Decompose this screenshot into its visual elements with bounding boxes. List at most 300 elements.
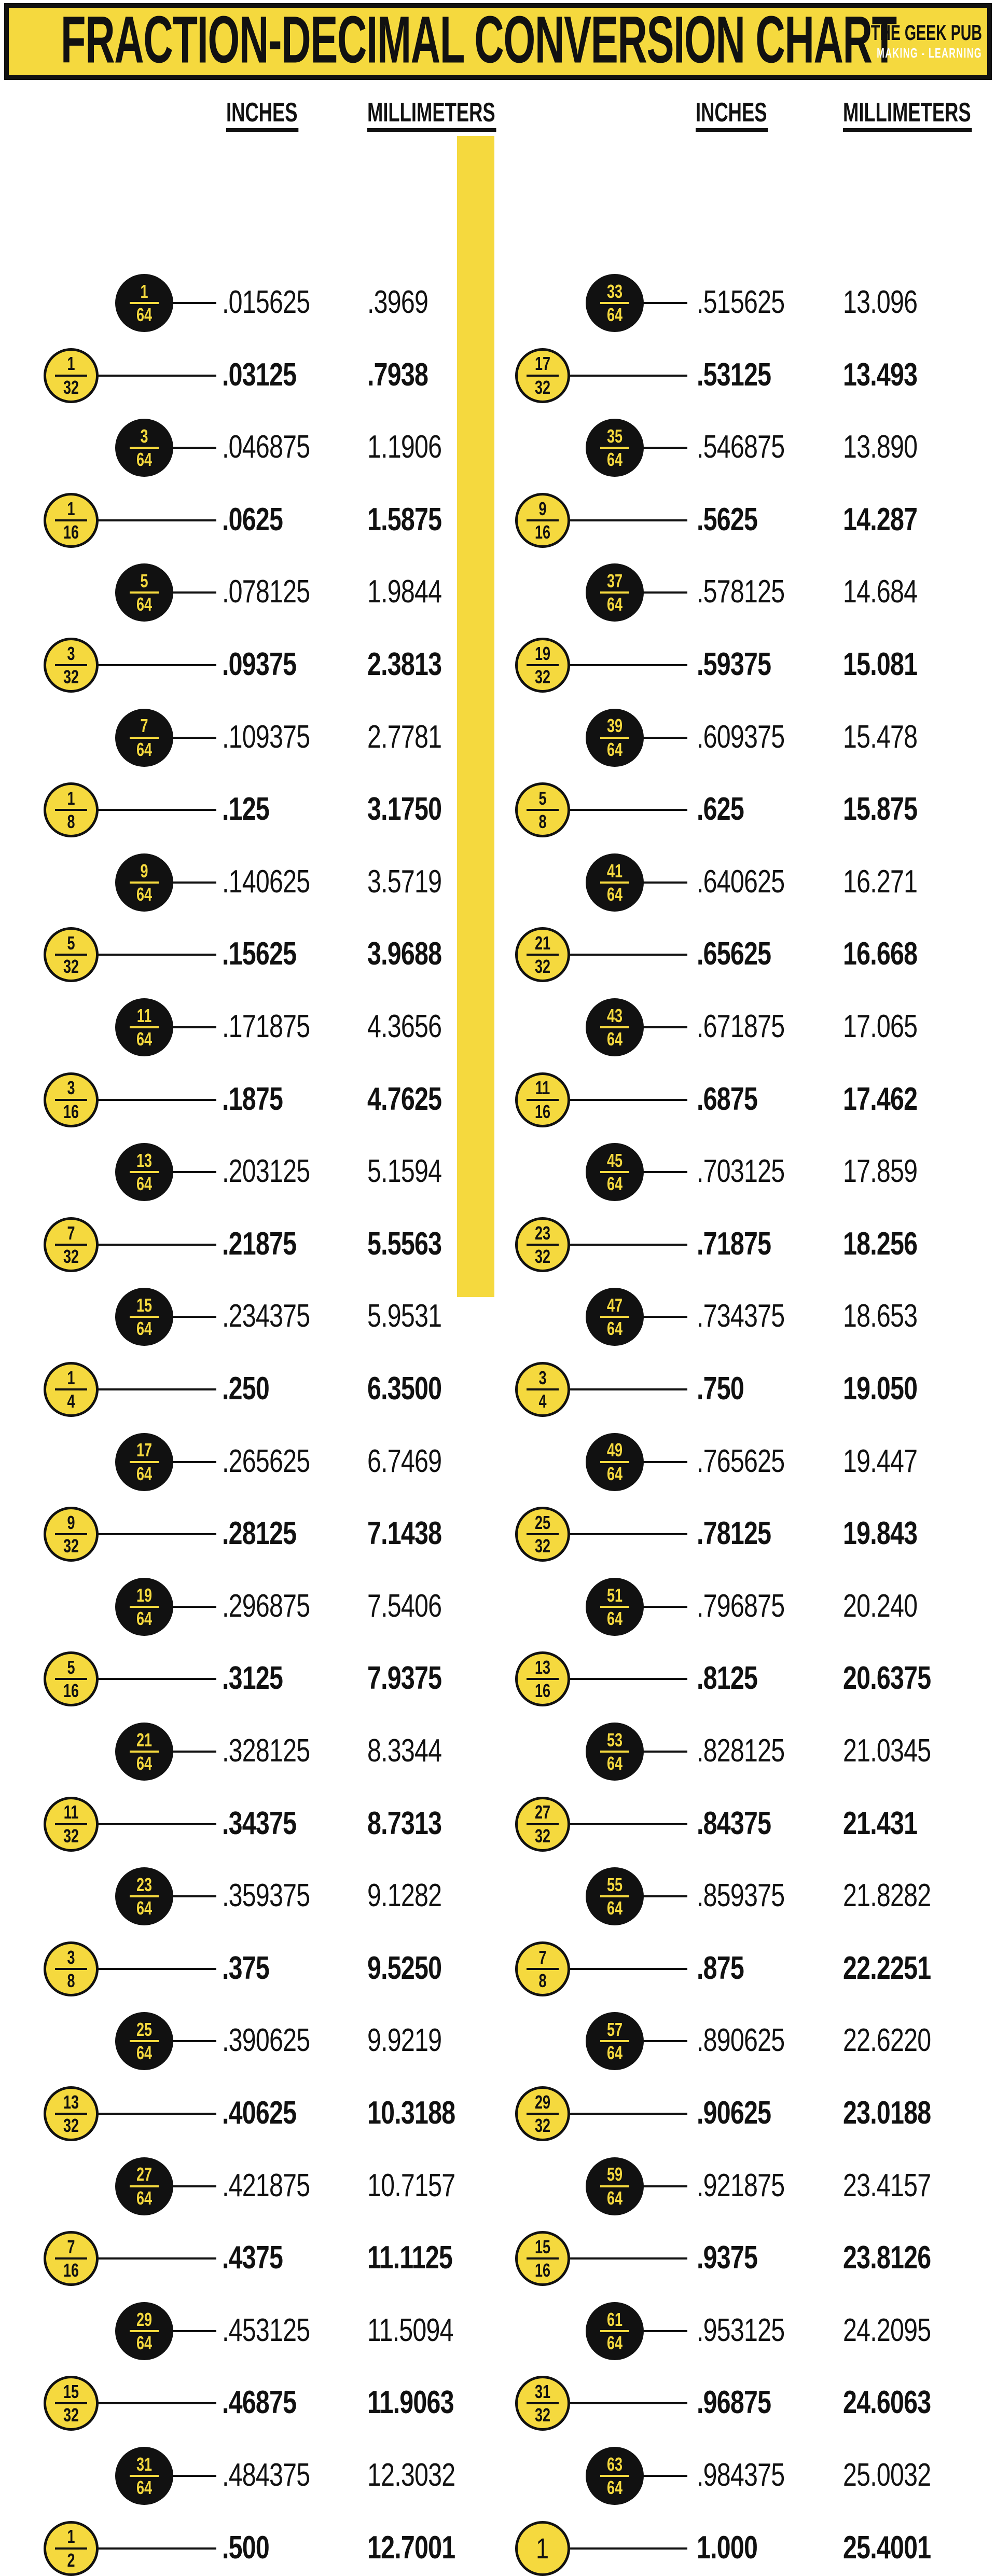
fraction-numerator: 15 — [136, 1294, 153, 1316]
mm-value: 15.081 — [843, 646, 918, 682]
mm-value: 8.3344 — [367, 1732, 442, 1769]
mm-value: 3.5719 — [367, 863, 442, 900]
fraction-bar — [600, 1895, 629, 1897]
fraction-circle — [44, 1941, 99, 1996]
fraction-bar — [527, 2402, 559, 2404]
inches-value: .09375 — [222, 646, 297, 682]
fraction-numerator: 7 — [67, 2236, 75, 2258]
fraction-denominator: 32 — [63, 666, 79, 687]
inches-value: .15625 — [222, 936, 297, 972]
fraction-circle — [586, 1723, 644, 1781]
fraction-numerator: 59 — [606, 2164, 623, 2185]
fraction-denominator: 32 — [63, 376, 79, 398]
inches-value: .500 — [222, 2529, 270, 2566]
fraction-numerator: 3 — [140, 425, 148, 447]
mm-value: 11.1125 — [367, 2239, 453, 2276]
fraction-circle — [115, 853, 173, 912]
fraction-denominator: 32 — [63, 1535, 79, 1557]
fraction-denominator: 4 — [67, 1390, 75, 1412]
mm-value: 12.3032 — [367, 2457, 455, 2493]
fraction-denominator: 64 — [606, 1753, 623, 1774]
fraction-bar — [527, 1388, 559, 1390]
fraction-circle — [115, 709, 173, 767]
fraction-circle — [586, 853, 644, 912]
fraction-bar — [55, 2113, 87, 2115]
fraction-circle — [586, 419, 644, 477]
fraction-denominator: 64 — [606, 1607, 623, 1629]
fraction-denominator: 64 — [606, 1028, 623, 1050]
fraction-numerator: 25 — [136, 2019, 153, 2041]
inches-value: .250 — [222, 1370, 270, 1407]
fraction-denominator: 64 — [136, 1607, 153, 1629]
inches-value: .578125 — [697, 574, 785, 610]
fraction-numerator: 15 — [63, 2381, 79, 2403]
mm-value: 10.7157 — [367, 2167, 455, 2203]
mm-value: 21.0345 — [843, 1732, 931, 1769]
mm-value: 21.431 — [843, 1805, 918, 1841]
fraction-circle — [515, 348, 570, 403]
fraction-numerator: 11 — [535, 1077, 550, 1099]
mm-value: 1.9844 — [367, 574, 442, 610]
fraction-numerator: 51 — [606, 1584, 623, 1606]
fraction-circle — [515, 2231, 570, 2286]
mm-value: 15.875 — [843, 791, 918, 827]
mm-value: 3.1750 — [367, 791, 442, 827]
inches-value: .8125 — [697, 1660, 758, 1697]
inches-value: .65625 — [697, 936, 771, 972]
fraction-numerator: 49 — [606, 1439, 623, 1461]
inches-value: .5625 — [697, 501, 758, 538]
fraction-circle — [115, 1143, 173, 1201]
fraction-circle — [586, 1578, 644, 1636]
fraction-denominator: 64 — [606, 2332, 623, 2353]
fraction-numerator: 23 — [136, 1874, 153, 1896]
fraction-circle — [515, 1072, 570, 1127]
fraction-circle — [115, 998, 173, 1056]
mm-value: 23.4157 — [843, 2167, 931, 2203]
fraction-denominator: 16 — [534, 1100, 551, 1122]
fraction-numerator: 11 — [136, 1004, 152, 1026]
fraction-denominator: 16 — [63, 1680, 79, 1702]
fraction-numerator: 25 — [534, 1512, 551, 1534]
mm-value: 17.859 — [843, 1153, 918, 1189]
fraction-denominator: 16 — [63, 2260, 79, 2281]
mm-value: 14.684 — [843, 574, 918, 610]
mm-value: .3969 — [367, 284, 428, 320]
inches-value: .171875 — [222, 1008, 310, 1044]
fraction-numerator: 9 — [538, 498, 547, 519]
mm-value: 7.1438 — [367, 1515, 442, 1551]
inches-value: .015625 — [222, 284, 310, 320]
fraction-numerator: 55 — [606, 1874, 623, 1896]
inches-value: .421875 — [222, 2167, 310, 2203]
fraction-denominator: 8 — [67, 811, 75, 833]
mm-value: 17.065 — [843, 1008, 918, 1044]
fraction-bar — [130, 1751, 159, 1753]
column-header-millimeters-right: MILLIMETERS — [843, 99, 972, 132]
fraction-bar — [55, 2547, 87, 2550]
mm-value: 17.462 — [843, 1081, 918, 1117]
fraction-bar — [600, 2185, 629, 2187]
fraction-numerator: 1 — [67, 498, 75, 519]
column-header-inches-right: INCHES — [696, 99, 768, 132]
inches-value: .125 — [222, 791, 270, 827]
fraction-numerator: 17 — [136, 1439, 153, 1461]
inches-value: .0625 — [222, 501, 283, 538]
fraction-bar — [600, 2475, 629, 2477]
inches-value: .765625 — [697, 1443, 785, 1479]
fraction-denominator: 64 — [136, 1463, 153, 1484]
fraction-denominator: 64 — [606, 304, 623, 325]
inches-value: .78125 — [697, 1515, 771, 1551]
fraction-denominator: 8 — [538, 811, 547, 833]
fraction-numerator: 37 — [606, 570, 623, 592]
mm-value: 1.1906 — [367, 429, 442, 465]
inches-value: .453125 — [222, 2312, 310, 2348]
fraction-denominator: 64 — [136, 2477, 153, 2498]
fraction-numerator: 53 — [606, 1729, 623, 1751]
mm-value: 4.3656 — [367, 1008, 442, 1044]
inches-value: .750 — [697, 1370, 744, 1407]
inches-value: .484375 — [222, 2457, 310, 2493]
fraction-denominator: 64 — [606, 1173, 623, 1195]
fraction-bar — [527, 1678, 559, 1680]
fraction-numerator: 3 — [538, 1367, 547, 1388]
fraction-bar — [55, 1388, 87, 1390]
inches-value: .96875 — [697, 2385, 771, 2421]
fraction-circle — [44, 1217, 99, 1272]
fraction-denominator: 64 — [606, 2187, 623, 2209]
mm-value: 25.4001 — [843, 2529, 931, 2566]
fraction-numerator: 5 — [140, 570, 148, 592]
fraction-circle — [115, 274, 173, 332]
inches-value: .28125 — [222, 1515, 297, 1551]
fraction-circle — [586, 709, 644, 767]
page-title: FRACTION-DECIMAL CONVERSION CHART — [61, 3, 896, 77]
mm-value: 7.9375 — [367, 1660, 442, 1697]
fraction-circle — [115, 419, 173, 477]
fraction-circle — [586, 2302, 644, 2360]
fraction-circle — [515, 1651, 570, 1706]
fraction-numerator: 31 — [136, 2453, 153, 2475]
fraction-circle — [515, 1217, 570, 1272]
mm-value: 11.9063 — [367, 2385, 454, 2421]
inches-value: .609375 — [697, 719, 785, 755]
fraction-circle — [586, 1288, 644, 1346]
inches-value: .359375 — [222, 1877, 310, 1913]
inches-value: .046875 — [222, 429, 310, 465]
fraction-circle — [586, 1143, 644, 1201]
fraction-bar — [55, 1823, 87, 1825]
fraction-denominator: 64 — [136, 449, 153, 471]
fraction-circle — [44, 1507, 99, 1562]
inches-value: .3125 — [222, 1660, 283, 1697]
fraction-numerator: 39 — [606, 715, 623, 737]
inches-value: .6875 — [697, 1081, 758, 1117]
mm-value: 9.5250 — [367, 1950, 442, 1986]
fraction-denominator: 32 — [534, 1825, 551, 1847]
fraction-circle — [515, 782, 570, 837]
inches-value: .03125 — [222, 356, 297, 393]
fraction-circle — [515, 1797, 570, 1852]
fraction-bar — [600, 1316, 629, 1318]
fraction-numerator: 29 — [136, 2308, 153, 2330]
fraction-circle — [115, 2012, 173, 2070]
inches-value: .953125 — [697, 2312, 785, 2348]
fraction-circle — [44, 638, 99, 693]
fraction-circle — [515, 2521, 570, 2576]
fraction-bar — [130, 1461, 159, 1463]
fraction-numerator: 35 — [606, 425, 623, 447]
inches-value: .234375 — [222, 1298, 310, 1334]
fraction-bar — [130, 1316, 159, 1318]
mm-value: 22.2251 — [843, 1950, 931, 1986]
fraction-bar — [527, 1533, 559, 1535]
fraction-numerator: 3 — [67, 642, 75, 664]
fraction-circle — [115, 1288, 173, 1346]
inches-value: .703125 — [697, 1153, 785, 1189]
inches-value: .515625 — [697, 284, 785, 320]
inches-value: .40625 — [222, 2095, 297, 2131]
fraction-numerator: 19 — [136, 1584, 153, 1606]
mm-value: 22.6220 — [843, 2022, 931, 2059]
mm-value: 2.7781 — [367, 719, 442, 755]
fraction-bar — [55, 2257, 87, 2260]
inches-value: .890625 — [697, 2022, 785, 2059]
fraction-denominator: 16 — [534, 521, 551, 543]
inches-value: .796875 — [697, 1588, 785, 1624]
inches-value: .84375 — [697, 1805, 771, 1841]
fraction-circle — [515, 2376, 570, 2431]
inches-value: .078125 — [222, 574, 310, 610]
mm-value: 19.050 — [843, 1370, 918, 1407]
fraction-denominator: 32 — [63, 2404, 79, 2426]
mm-value: 15.478 — [843, 719, 918, 755]
fraction-numerator: 29 — [534, 2091, 551, 2113]
fraction-numerator: 5 — [67, 1657, 75, 1678]
fraction-denominator: 16 — [534, 2260, 551, 2281]
mm-value: 11.5094 — [367, 2312, 453, 2348]
inches-value: .734375 — [697, 1298, 785, 1334]
inches-value: .4375 — [222, 2239, 283, 2276]
mm-value: 19.843 — [843, 1515, 918, 1551]
fraction-numerator: 17 — [534, 353, 551, 375]
fraction-circle — [586, 2012, 644, 2070]
fraction-numerator: 7 — [140, 715, 148, 737]
inches-value: .625 — [697, 791, 744, 827]
fraction-numerator: 43 — [606, 1004, 623, 1026]
fraction-denominator: 64 — [136, 2042, 153, 2064]
inches-value: .875 — [697, 1950, 744, 1986]
mm-value: 13.493 — [843, 356, 918, 393]
mm-value: 5.9531 — [367, 1298, 442, 1334]
inches-value: .390625 — [222, 2022, 310, 2059]
inches-value: .21875 — [222, 1225, 297, 1262]
inches-value: .53125 — [697, 356, 771, 393]
mm-value: 18.653 — [843, 1298, 918, 1334]
fraction-circle — [44, 493, 99, 548]
fraction-circle — [44, 782, 99, 837]
mm-value: 20.240 — [843, 1588, 918, 1624]
fraction-denominator: 16 — [63, 521, 79, 543]
mm-value: 3.9688 — [367, 936, 442, 972]
inches-value: .34375 — [222, 1805, 297, 1841]
fraction-bar — [130, 2185, 159, 2187]
fraction-denominator: 32 — [63, 2115, 79, 2136]
mm-value: 2.3813 — [367, 646, 442, 682]
fraction-denominator: 4 — [538, 1390, 547, 1412]
fraction-denominator: 32 — [534, 666, 551, 687]
inches-value: .984375 — [697, 2457, 785, 2493]
fraction-circle — [44, 1651, 99, 1706]
fraction-denominator: 32 — [534, 956, 551, 977]
fraction-numerator: 1 — [67, 1367, 75, 1388]
fraction-circle — [44, 2086, 99, 2141]
inches-value: .328125 — [222, 1732, 310, 1769]
mm-value: 10.3188 — [367, 2095, 455, 2131]
fraction-circle — [44, 927, 99, 982]
fraction-circle — [515, 1362, 570, 1417]
fraction-circle — [115, 1723, 173, 1781]
fraction-numerator: 15 — [534, 2236, 551, 2258]
fraction-whole: 1 — [536, 2531, 549, 2565]
fraction-bar — [527, 2113, 559, 2115]
logo-title: THE GEEK PUB — [870, 20, 982, 45]
fraction-circle — [44, 348, 99, 403]
mm-value: 24.6063 — [843, 2385, 931, 2421]
inches-value: .921875 — [697, 2167, 785, 2203]
mm-value: 23.8126 — [843, 2239, 931, 2276]
fraction-circle — [115, 2302, 173, 2360]
fraction-denominator: 32 — [534, 1245, 551, 1267]
fraction-circle — [115, 2157, 173, 2215]
fraction-bar — [600, 1461, 629, 1463]
fraction-numerator: 33 — [606, 280, 623, 302]
fraction-denominator: 64 — [606, 2477, 623, 2498]
fraction-circle — [44, 1797, 99, 1852]
fraction-circle — [586, 1867, 644, 1925]
fraction-numerator: 41 — [606, 860, 623, 881]
inches-value: .9375 — [697, 2239, 758, 2276]
fraction-circle — [44, 2521, 99, 2576]
fraction-bar — [55, 1968, 87, 1970]
fraction-circle — [586, 2447, 644, 2505]
mm-value: 18.256 — [843, 1225, 918, 1262]
fraction-circle — [515, 493, 570, 548]
fraction-numerator: 57 — [606, 2019, 623, 2041]
fraction-bar — [600, 1751, 629, 1753]
fraction-denominator: 16 — [63, 1100, 79, 1122]
fraction-denominator: 2 — [67, 2549, 75, 2571]
fraction-circle — [515, 927, 570, 982]
mm-value: 4.7625 — [367, 1081, 442, 1117]
fraction-numerator: 31 — [534, 2381, 551, 2403]
fraction-bar — [130, 1895, 159, 1897]
fraction-circle — [44, 1072, 99, 1127]
fraction-denominator: 64 — [136, 1173, 153, 1195]
fraction-bar — [55, 2402, 87, 2404]
mm-value: 9.9219 — [367, 2022, 442, 2059]
mm-value: 7.5406 — [367, 1588, 442, 1624]
inches-value: .671875 — [697, 1008, 785, 1044]
mm-value: 20.6375 — [843, 1660, 931, 1697]
inches-value: .296875 — [222, 1588, 310, 1624]
mm-value: 5.5563 — [367, 1225, 442, 1262]
fraction-denominator: 64 — [606, 1897, 623, 1919]
fraction-numerator: 3 — [67, 1946, 75, 1968]
column-header-inches-left: INCHES — [226, 99, 299, 132]
inches-value: 1.000 — [697, 2529, 758, 2566]
fraction-circle — [44, 2231, 99, 2286]
fraction-numerator: 45 — [606, 1150, 623, 1172]
fraction-denominator: 64 — [606, 883, 623, 905]
fraction-denominator: 64 — [606, 2042, 623, 2064]
fraction-bar — [527, 1968, 559, 1970]
mm-value: 1.5875 — [367, 501, 442, 538]
mm-value: 16.668 — [843, 936, 918, 972]
fraction-numerator: 1 — [67, 788, 75, 809]
fraction-numerator: 9 — [140, 860, 148, 881]
mm-value: 6.3500 — [367, 1370, 442, 1407]
fraction-bar — [600, 2040, 629, 2042]
fraction-numerator: 27 — [534, 1801, 551, 1823]
fraction-denominator: 64 — [136, 1753, 153, 1774]
fraction-denominator: 64 — [136, 1028, 153, 1050]
fraction-bar — [527, 2257, 559, 2260]
mm-value: 19.447 — [843, 1443, 918, 1479]
mm-value: 13.096 — [843, 284, 918, 320]
fraction-denominator: 64 — [136, 304, 153, 325]
fraction-numerator: 3 — [67, 1077, 75, 1099]
mm-value: 12.7001 — [367, 2529, 455, 2566]
fraction-numerator: 7 — [67, 1222, 75, 1244]
mm-value: 5.1594 — [367, 1153, 442, 1189]
fraction-numerator: 21 — [534, 932, 551, 954]
fraction-denominator: 64 — [606, 449, 623, 471]
fraction-numerator: 7 — [538, 1946, 547, 1968]
inches-value: .71875 — [697, 1225, 771, 1262]
fraction-denominator: 64 — [136, 1318, 153, 1340]
fraction-denominator: 32 — [534, 1535, 551, 1557]
mm-value: 13.890 — [843, 429, 918, 465]
fraction-denominator: 32 — [534, 2115, 551, 2136]
fraction-circle — [115, 2447, 173, 2505]
fraction-denominator: 32 — [534, 376, 551, 398]
fraction-circle — [586, 2157, 644, 2215]
fraction-bar — [130, 2040, 159, 2042]
fraction-numerator: 11 — [63, 1801, 79, 1823]
fraction-bar — [130, 1606, 159, 1608]
fraction-circle — [115, 1433, 173, 1491]
fraction-denominator: 8 — [67, 1969, 75, 1991]
fraction-numerator: 61 — [606, 2308, 623, 2330]
fraction-denominator: 64 — [606, 738, 623, 760]
logo-subtitle: MAKING - LEARNING — [877, 45, 982, 61]
inches-value: .375 — [222, 1950, 270, 1986]
fraction-numerator: 47 — [606, 1294, 623, 1316]
inches-value: .59375 — [697, 646, 771, 682]
fraction-denominator: 64 — [606, 594, 623, 615]
fraction-denominator: 64 — [136, 738, 153, 760]
mm-value: 25.0032 — [843, 2457, 931, 2493]
fraction-denominator: 8 — [538, 1969, 547, 1991]
fraction-circle — [586, 998, 644, 1056]
fraction-denominator: 64 — [136, 883, 153, 905]
fraction-bar — [600, 1606, 629, 1608]
fraction-bar — [130, 2330, 159, 2332]
column-header-millimeters-left: MILLIMETERS — [367, 99, 496, 132]
fraction-denominator: 64 — [136, 2187, 153, 2209]
